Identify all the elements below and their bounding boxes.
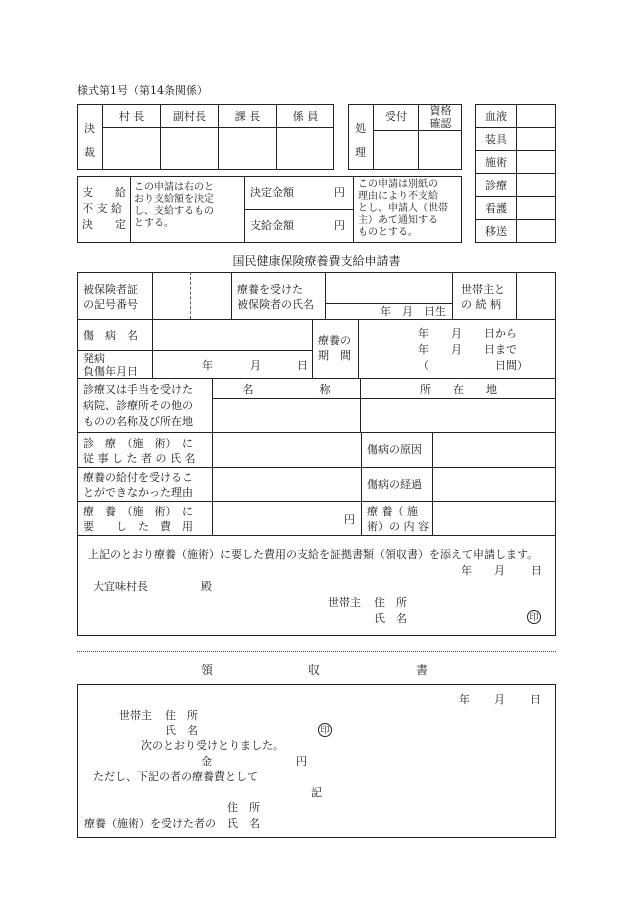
disease-label: 傷 病 名 — [83, 329, 138, 342]
onset-year: 年 — [202, 359, 213, 372]
fushikyu-text-1: この申請は別紙の — [358, 179, 438, 190]
insured-no-label-1: 被保険者証 — [83, 283, 138, 296]
practitioner-label-1: 診 療 （施 術） に — [83, 437, 193, 450]
fushikyu-text-5: ものとする。 — [358, 227, 418, 238]
cost-yen: 円 — [344, 513, 355, 526]
receipt-patient-name: 氏 名 — [227, 817, 260, 830]
relation-label-1: 世帯主と — [461, 283, 505, 296]
relation-label-2: の 続 柄 — [461, 298, 501, 311]
onset-label-1: 発病 — [83, 352, 105, 365]
hospital-label-1: 診療又は手当を受けた — [83, 383, 193, 396]
receipt-seal: 印 — [318, 723, 332, 737]
receipt-patient-label: 療養（施術）を受けた者の — [84, 817, 216, 830]
receipt-ki: 記 — [311, 786, 322, 799]
receipt-head-label: 世帯主 — [119, 709, 152, 722]
onset-month: 月 — [250, 359, 261, 372]
kessai-label-1: 決 — [84, 122, 95, 135]
receipt-proviso: ただし、下記の者の療養費として — [93, 770, 258, 783]
receipt-box — [77, 684, 556, 838]
shikyu-kingaku-label: 支給金額 — [250, 219, 294, 232]
col-name-header: 名 称 — [242, 383, 331, 396]
app-address-label: 住 所 — [374, 596, 407, 609]
cause-label: 傷病の原因 — [367, 443, 422, 456]
cost-label-1: 療 養 （施 術） に — [83, 505, 193, 518]
app-name-label: 氏 名 — [374, 612, 407, 625]
receipt-date-year: 年 — [459, 693, 470, 706]
receipt-date-day: 日 — [530, 693, 541, 706]
period-to: 年 月 日まで — [418, 343, 517, 356]
item-medical: 診療 — [485, 179, 507, 192]
content-label-2: 術）の 内 容 — [367, 520, 429, 533]
cost-label-2: 要 し た 費 用 — [83, 520, 193, 533]
app-date-day: 日 — [531, 564, 542, 577]
form-number: 様式第1号（第14条関係） — [77, 84, 208, 97]
receipt-title-3: 書 — [416, 663, 429, 677]
fushikyu-text-3: とし、申請人（世帯 — [358, 203, 448, 214]
item-blood: 血液 — [485, 110, 507, 123]
receipt-amount-label: 金 — [201, 755, 212, 768]
reason-label-2: とができなかった理由 — [83, 486, 193, 499]
fushikyu-text-2: 理由により不支給 — [358, 191, 438, 202]
onset-day: 日 — [297, 359, 308, 372]
content-label-1: 療 養（ 施 — [367, 505, 418, 518]
period-label-1: 療養の — [318, 334, 351, 347]
shikyu-label-2: 不 支 給 — [82, 202, 122, 215]
decision-text-1: この申請は右のと — [134, 182, 214, 193]
patient-label-1: 療養を受けた — [237, 283, 303, 296]
item-nursing: 看護 — [485, 202, 507, 215]
shikyu-label-1: 支 給 — [82, 186, 126, 199]
course-label: 傷病の経過 — [367, 478, 422, 491]
birth-date: 年 月 日生 — [380, 305, 446, 318]
col-address-header: 所 在 地 — [420, 383, 497, 396]
kettei-yen: 円 — [334, 186, 345, 199]
cut-line — [77, 651, 556, 652]
hospital-label-2: 病院、診療所その他の — [83, 399, 193, 412]
page-title: 国民健康保険療養費支給申請書 — [232, 254, 401, 268]
addressee: 大宜味村長 — [93, 580, 148, 593]
period-label-2: 期 間 — [318, 349, 351, 362]
app-date-year: 年 — [461, 564, 472, 577]
item-treatment: 施術 — [485, 156, 507, 169]
shikyu-label-3: 決 定 — [82, 218, 126, 231]
app-seal: 印 — [527, 610, 541, 624]
receipt-title-2: 収 — [308, 663, 321, 677]
onset-label-2: 負傷年月日 — [83, 365, 138, 378]
insured-no-label-2: の記号番号 — [83, 298, 138, 311]
receipt-patient-address: 住 所 — [227, 801, 260, 814]
period-days: （ 日間） — [418, 359, 528, 372]
decision-text-4: とする。 — [134, 218, 174, 229]
kettei-kingaku-label: 決定金額 — [250, 186, 294, 199]
item-equipment: 装具 — [485, 133, 507, 146]
decision-text-2: おり支給額を決定 — [134, 194, 214, 205]
period-from: 年 月 日から — [418, 327, 517, 340]
shori-label-2: 理 — [355, 146, 366, 159]
statement: 上記のとおり療養（施術）に要した費用の支給を証拠書類（領収書）を添えて申請します。 — [88, 548, 539, 561]
shori-header-shikaku: 資格 — [429, 104, 452, 117]
kessai-header-kachou: 課 長 — [234, 110, 261, 123]
kessai-label-2: 裁 — [84, 146, 95, 159]
receipt-date-month: 月 — [494, 693, 505, 706]
app-date-month: 月 — [494, 564, 505, 577]
kessai-header-sonchou: 村 長 — [118, 110, 145, 123]
app-head-label: 世帯主 — [328, 596, 361, 609]
shori-label-1: 処 — [355, 122, 366, 135]
receipt-name-label: 氏 名 — [165, 724, 198, 737]
decision-text-3: し、支給するもの — [134, 206, 214, 217]
reason-label-1: 療養の給付を受けるこ — [83, 471, 193, 484]
fushikyu-text-4: 主）あて通知する — [358, 215, 438, 226]
patient-label-2: 被保険者の氏名 — [237, 298, 314, 311]
hospital-label-3: ものの名称及び所在地 — [83, 415, 193, 428]
shikyu-yen: 円 — [334, 219, 345, 232]
receipt-address-label: 住 所 — [165, 709, 198, 722]
addressee-dono: 殿 — [201, 580, 212, 593]
receipt-received: 次のとおり受けとりました。 — [141, 739, 284, 752]
practitioner-label-2: 従 事 し た 者 の 氏 名 — [83, 452, 196, 465]
kessai-header-kakariin: 係 員 — [292, 110, 319, 123]
kessai-header-fukusonchou: 副村長 — [173, 110, 206, 123]
receipt-title-1: 領 — [201, 663, 214, 677]
shori-header-kakunin: 確認 — [429, 117, 452, 130]
shori-header-uketsuke: 受付 — [385, 110, 407, 123]
item-transport: 移送 — [485, 225, 507, 238]
receipt-yen: 円 — [296, 755, 307, 768]
